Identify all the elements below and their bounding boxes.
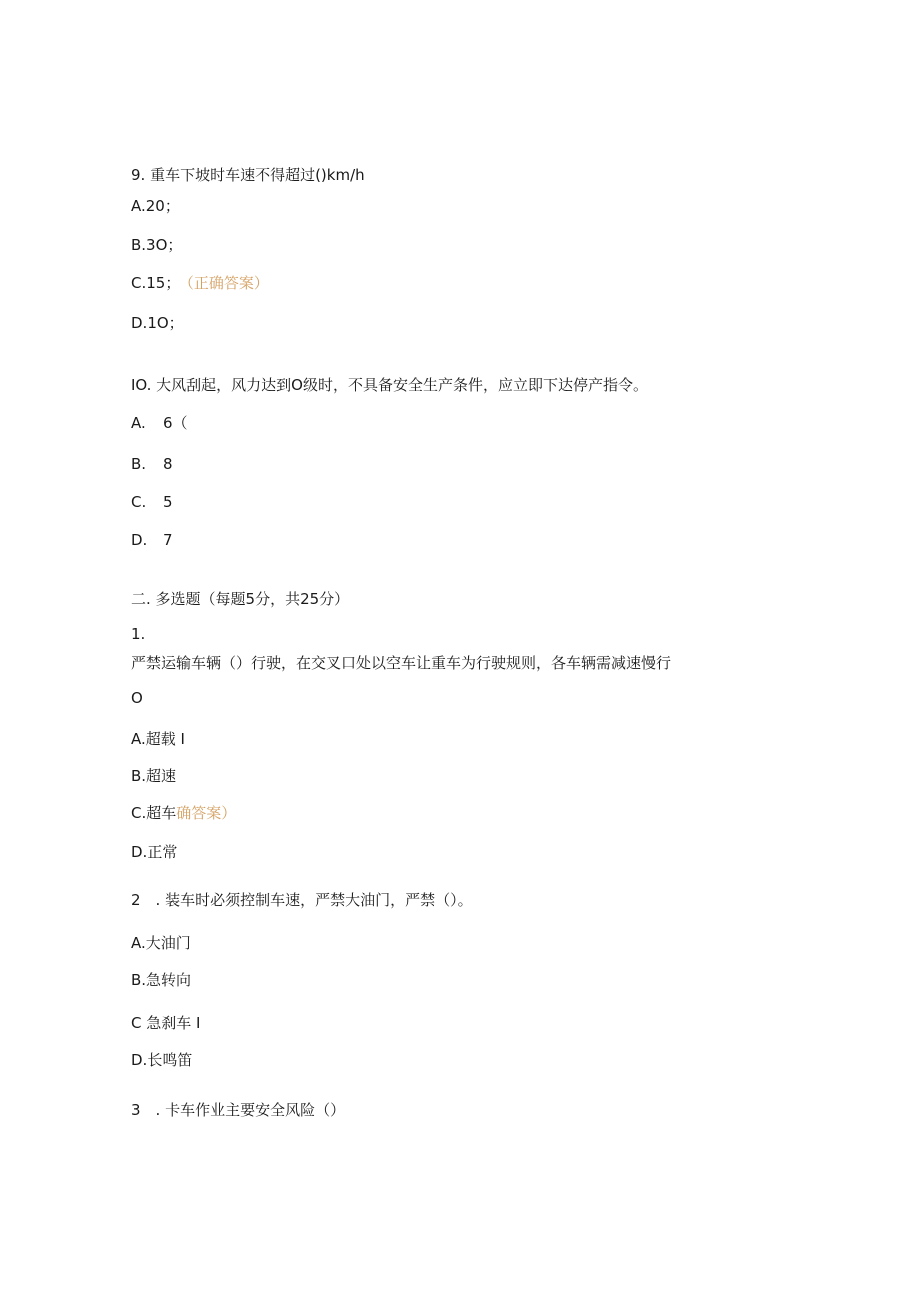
q10-option-d [131, 530, 173, 550]
q10-option-b-value: 8 [163, 455, 173, 473]
m1-option-a: A.超载 I [131, 730, 185, 748]
m1-option-c-text: C.超车 [131, 804, 177, 822]
m3-question: 3 . 卡车作业主要安全风险（） [131, 1101, 346, 1119]
q10-question: IO. 大风刮起，风力达到O级时，不具备安全生产条件，应立即下达停产指令。 [131, 376, 648, 394]
correct-answer-mark: （正确答案） [186, 274, 269, 292]
q9-option-c [131, 273, 269, 293]
q10-option-b [131, 454, 173, 474]
q10-option-a-value: 6（ [163, 414, 188, 432]
m2-question: 2 . 装车时必须控制车速，严禁大油门，严禁（）。 [131, 891, 473, 909]
m2-option-d: D.长鸣笛 [131, 1051, 193, 1069]
m2-option-b: B.急转向 [131, 971, 192, 989]
q10-option-c-letter: C. [131, 493, 147, 511]
q10-option-a-letter: A. [131, 414, 146, 432]
m1-question: 严禁运输车辆（）行驶，在交叉口处以空车让重车为行驶规则，各车辆需减速慢行 [131, 654, 672, 672]
m2-option-a: A.大油门 [131, 934, 191, 952]
q9-question: 9. 重车下坡时车速不得超过()km/h [131, 166, 365, 184]
q10-option-d-letter: D. [131, 531, 148, 549]
m1-option-b: B.超速 [131, 767, 177, 785]
m1-question-end: O [131, 689, 143, 707]
m2-option-c: C 急刹车 I [131, 1014, 201, 1032]
section-heading: 二. 多选题（每题5分，共25分） [131, 590, 350, 608]
q9-option-a: A.20； [131, 197, 180, 215]
m1-option-c [131, 803, 236, 823]
q10-option-a [131, 413, 188, 433]
correct-answer-mark: 确答案） [176, 804, 237, 822]
q9-option-c-text: C.15； [131, 274, 181, 292]
q9-option-b: B.3O； [131, 236, 183, 254]
q10-option-b-letter: B. [131, 455, 147, 473]
q10-option-c [131, 492, 173, 512]
q9-option-d: D.1O； [131, 314, 184, 332]
m1-option-d: D.正常 [131, 843, 178, 861]
q10-option-d-value: 7 [163, 531, 173, 549]
m1-number: 1. [131, 625, 146, 643]
q10-option-c-value: 5 [163, 493, 173, 511]
